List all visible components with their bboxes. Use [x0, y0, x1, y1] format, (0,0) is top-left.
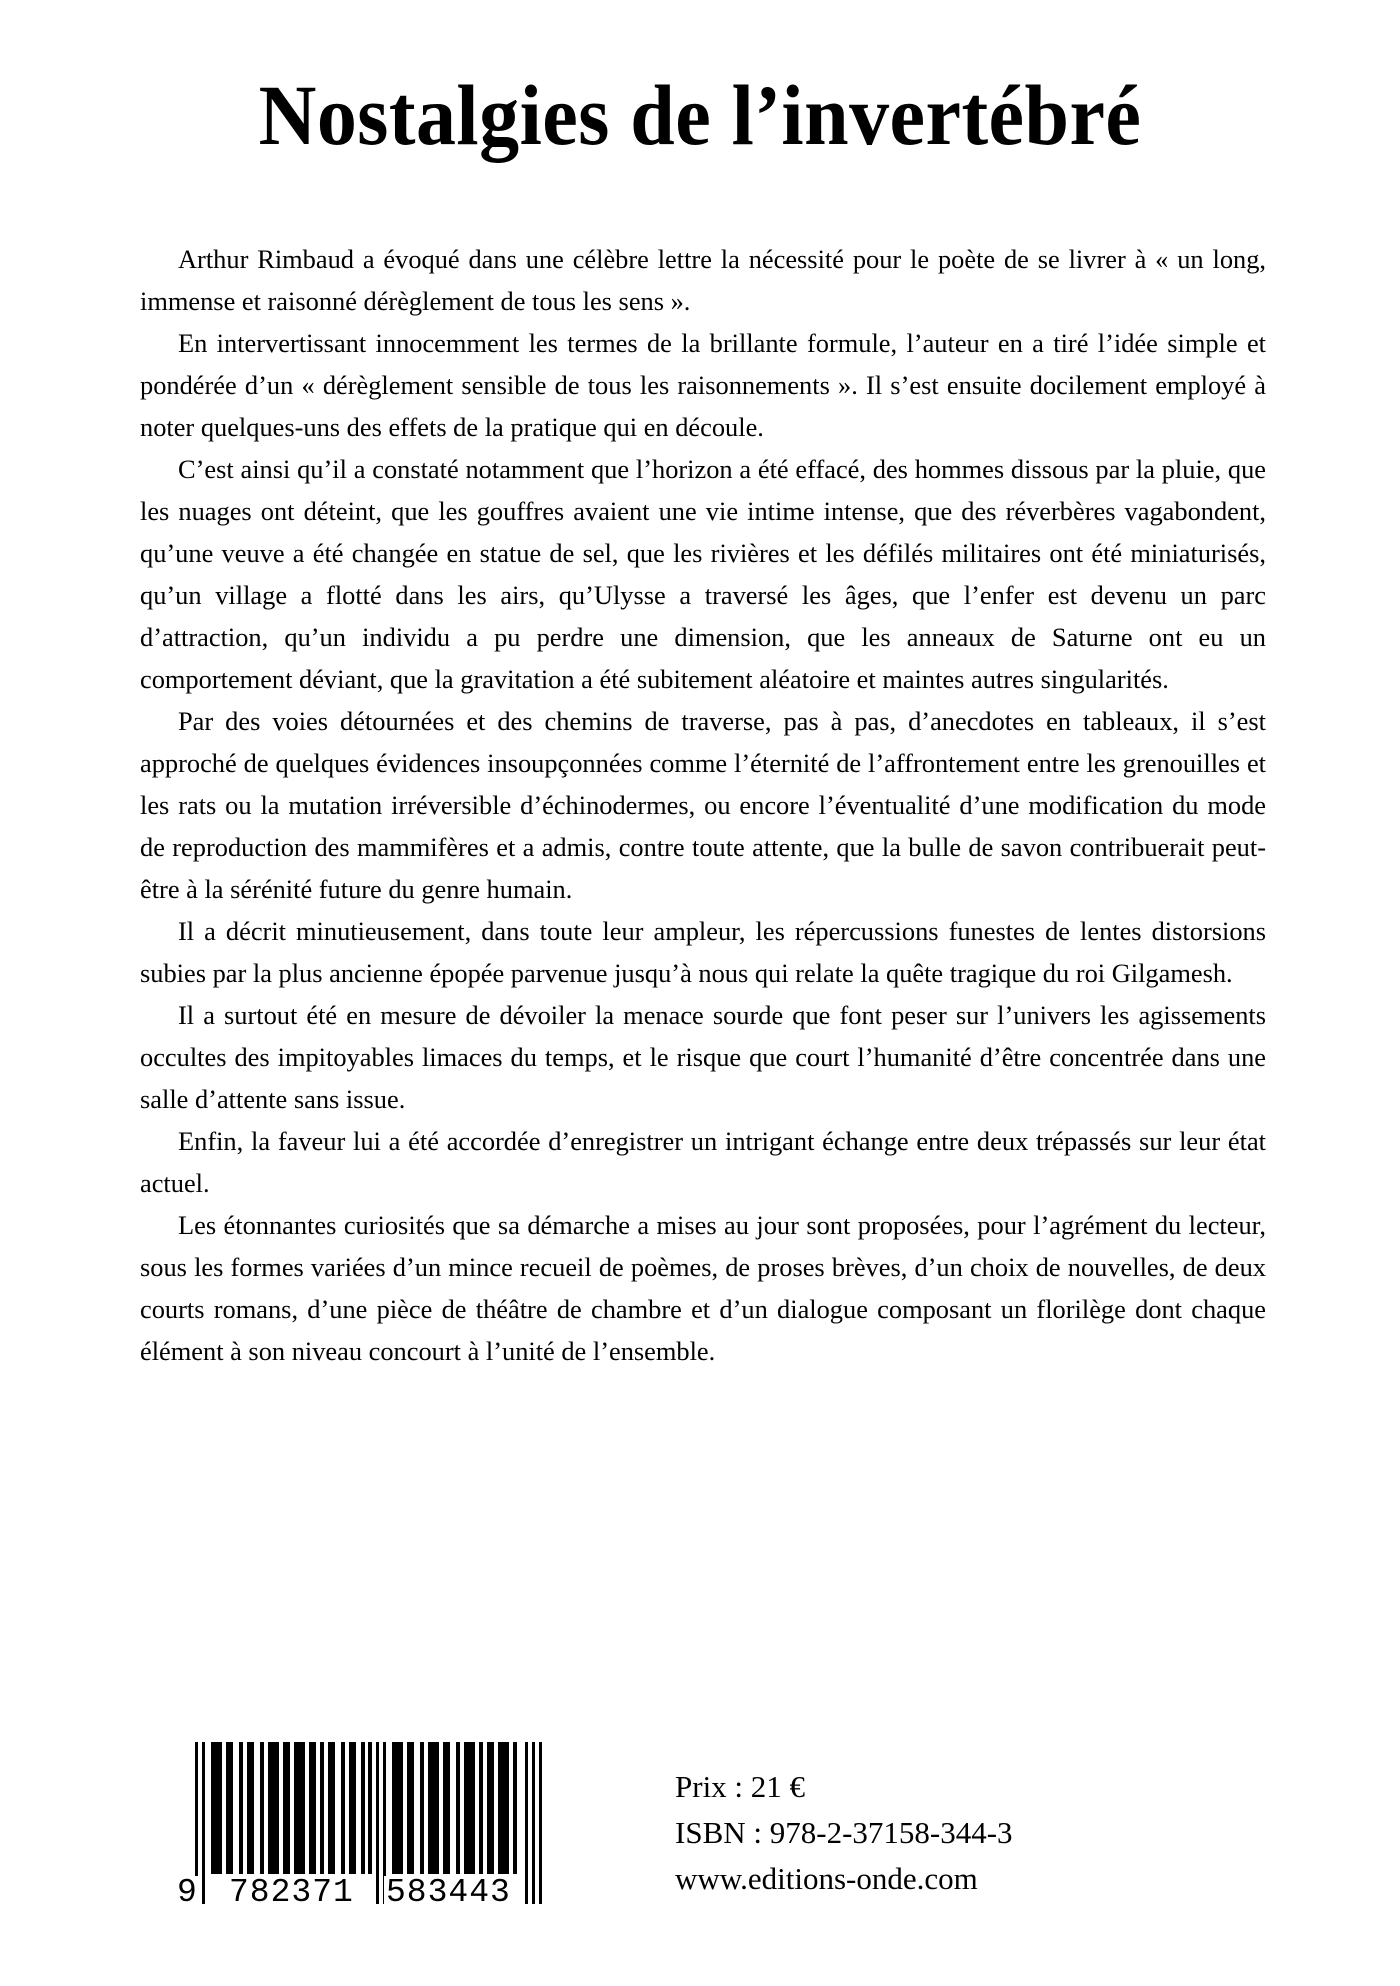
- barcode-digit-left: 9: [177, 1874, 198, 1911]
- blurb-text: [140, 238, 1266, 1372]
- page-title: Nostalgies de l’invertébré: [258, 67, 1142, 163]
- barcode-bars: [175, 1738, 550, 1911]
- blurb-paragraph: Enfin, la faveur lui a été accordée d’enregistrer un intrigant échange entre deux trépassés sur leur état actuel.: [140, 1126, 1266, 1198]
- blurb-paragraph: Les étonnantes curiosités que sa démarche a mises au jour sont proposées, pour l’agrément du lecteur, sous les formes variées d’un mince recueil de poèmes, de proses brèves, d’un choix de nouvelles, de deux courts romans, d’une pièce de théâtre de chambre et d’un dialogue composant un florilège dont chaque élément à son niveau concourt à l’unité de l’ensemble.: [140, 1210, 1266, 1366]
- blurb-paragraph: C’est ainsi qu’il a constaté notamment que l’horizon a été effacé, des hommes dissous par la pluie, que les nuages ont déteint, que les gouffres avaient une vie intime intense, que des réverbères vagabondent, qu’une veuve a été changée en statue de sel, que les rivières et les défilés militaires ont été miniaturisés, qu’un village a flotté dans les airs, qu’Ulysse a traversé les âges, que l’enfer est devenu un parc d’attraction, qu’un individu a pu perdre une dimension, que les anneaux de Saturne ont eu un comportement déviant, que la gravitation a été subitement aléatoire et maintes autres singularités.: [140, 454, 1266, 694]
- footer: [140, 1678, 1260, 1911]
- website-line[interactable]: www.editions-onde.com: [675, 1861, 978, 1896]
- price-line: Prix : 21 €: [675, 1769, 806, 1804]
- ean13-barcode-icon: [175, 1738, 550, 1911]
- blurb-paragraph: En intervertissant innocemment les termes de la brillante formule, l’auteur en a tiré l’idée simple et pondérée d’un « dérèglement sensible de tous les raisonnements ». Il s’est ensuite docilement employé à noter quelques-uns des effets de la pratique qui en découle.: [140, 328, 1266, 442]
- title-block: [0, 67, 1400, 163]
- blurb-paragraph: Il a décrit minutieusement, dans toute leur ampleur, les répercussions funestes de lentes distorsions subies par la plus ancienne épopée parvenue jusqu’à nous qui relate la quête tragique du roi Gilgamesh.: [140, 916, 1266, 988]
- barcode-digit-right: 583443: [386, 1874, 511, 1911]
- imprint-block: [675, 1764, 1013, 1902]
- barcode-block: [175, 1738, 550, 1911]
- blurb-paragraph: Il a surtout été en mesure de dévoiler la menace sourde que font peser sur l’univers les agissements occultes des impitoyables limaces du temps, et le risque que court l’humanité d’être concentrée dans une salle d’attente sans issue.: [140, 1000, 1266, 1114]
- isbn-line: ISBN : 978-2-37158-344-3: [675, 1815, 1013, 1850]
- barcode-digit-middle: 782371: [229, 1874, 354, 1911]
- blurb-paragraph: Arthur Rimbaud a évoqué dans une célèbre lettre la nécessité pour le poète de se livrer à « un long, immense et raisonné dérèglement de tous les sens ».: [140, 244, 1266, 316]
- blurb-paragraph: Par des voies détournées et des chemins de traverse, pas à pas, d’anecdotes en tableaux, il s’est approché de quelques évidences insoupçonnées comme l’éternité de l’affrontement entre les grenouilles et les rats ou la mutation irréversible d’échinodermes, ou encore l’éventualité d’une modification du mode de reproduction des mammifères et a admis, contre toute attente, que la bulle de savon contribuerait peut-être à la sérénité future du genre humain.: [140, 706, 1266, 904]
